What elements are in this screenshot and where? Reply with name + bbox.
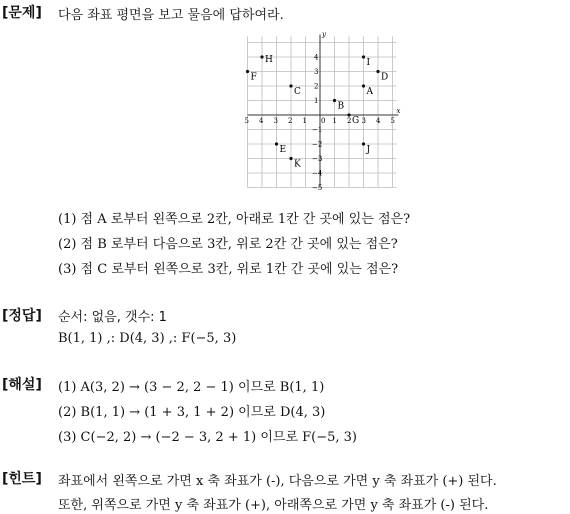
y-tick-label: 2 [314,82,319,91]
point-label-j: J [366,145,371,155]
point-i [362,55,365,58]
x-tick-label: 5 [244,117,249,125]
point-label-e: E [279,145,287,155]
point-e [275,142,278,145]
question-2: (2) 점 B 로부터 다음으로 3칸, 위로 2칸 간 곳에 있는 점은? [58,237,398,252]
point-label-b: B [337,101,345,112]
point-label-a: A [366,87,373,97]
x-tick-label: 2 [347,117,352,125]
problem-text: 다음 좌표 평면을 보고 물음에 답하여라. [58,8,284,23]
problem-label: [문제] [2,5,42,21]
x-tick-label: 5 [390,117,395,125]
point-label-d: D [381,72,389,83]
answer-line-1: 순서: 없음, 갯수: 1 [58,310,167,325]
x-tick-label: 3 [273,117,278,125]
point-d [376,70,379,73]
point-label-g: G [352,116,360,126]
coordinate-plane [244,30,407,192]
x-tick-label: 2 [288,117,293,125]
point-label-k: K [294,159,301,170]
answer-line-2: B(1, 1) ,: D(4, 3) ,: F(−5, 3) [58,331,237,346]
origin-label: 0 [321,117,326,125]
y-axis-label: y [322,30,326,39]
answer-label: [정답] [2,308,42,324]
point-b [333,99,336,102]
question-3: (3) 점 C 로부터 왼쪽으로 3칸, 위로 1칸 간 곳에 있는 점은? [58,262,399,277]
y-tick-label: 4 [314,53,319,62]
point-c [289,84,292,87]
hint-line-1: 좌표에서 왼쪽으로 가면 x 축 좌표가 (-), 다음으로 가면 y 축 좌표가 (+) 된다. [58,474,497,489]
x-tick-label: 4 [376,117,381,125]
x-axis-label: x [396,107,401,115]
y-tick-label: −4 [312,169,323,178]
point-label-c: C [294,87,301,97]
y-tick-label: 3 [314,68,319,76]
explanation-line-2: (2) B(1, 1) → (1 + 3, 1 + 2) 이므로 D(4, 3) [58,405,326,420]
y-tick-label: −2 [312,140,323,149]
hint-line-2: 또한, 위쪽으로 가면 y 축 좌표가 (+), 아래쪽으로 가면 y 축 좌표가 (-) 된다. [58,498,489,513]
y-tick-label: −5 [312,184,323,192]
x-tick-label: 1 [302,117,307,125]
y-tick-label: −1 [312,126,323,134]
hint-label: [힌트] [2,471,42,487]
question-1: (1) 점 A 로부터 왼쪽으로 2칸, 아래로 1칸 간 곳에 있는 점은? [58,212,411,227]
point-a [362,84,365,87]
point-f [246,70,249,73]
point-k [289,157,292,160]
x-tick-label: 3 [361,117,366,125]
y-tick-label: −3 [312,155,323,163]
point-g [347,113,350,116]
x-tick-label: 4 [259,117,264,125]
point-h [260,55,263,58]
y-tick-label: 1 [314,97,319,105]
point-label-h: H [265,55,273,65]
point-label-f: F [250,72,257,83]
explanation-line-3: (3) C(−2, 2) → (−2 − 3, 2 + 1) 이므로 F(−5, 3) [58,430,357,445]
point-j [362,142,365,145]
explanation-label: [해설] [2,377,42,393]
explanation-line-1: (1) A(3, 2) → (3 − 2, 2 − 1) 이므로 B(1, 1) [58,380,325,395]
point-label-i: I [366,58,371,68]
x-tick-label: 1 [332,117,337,125]
